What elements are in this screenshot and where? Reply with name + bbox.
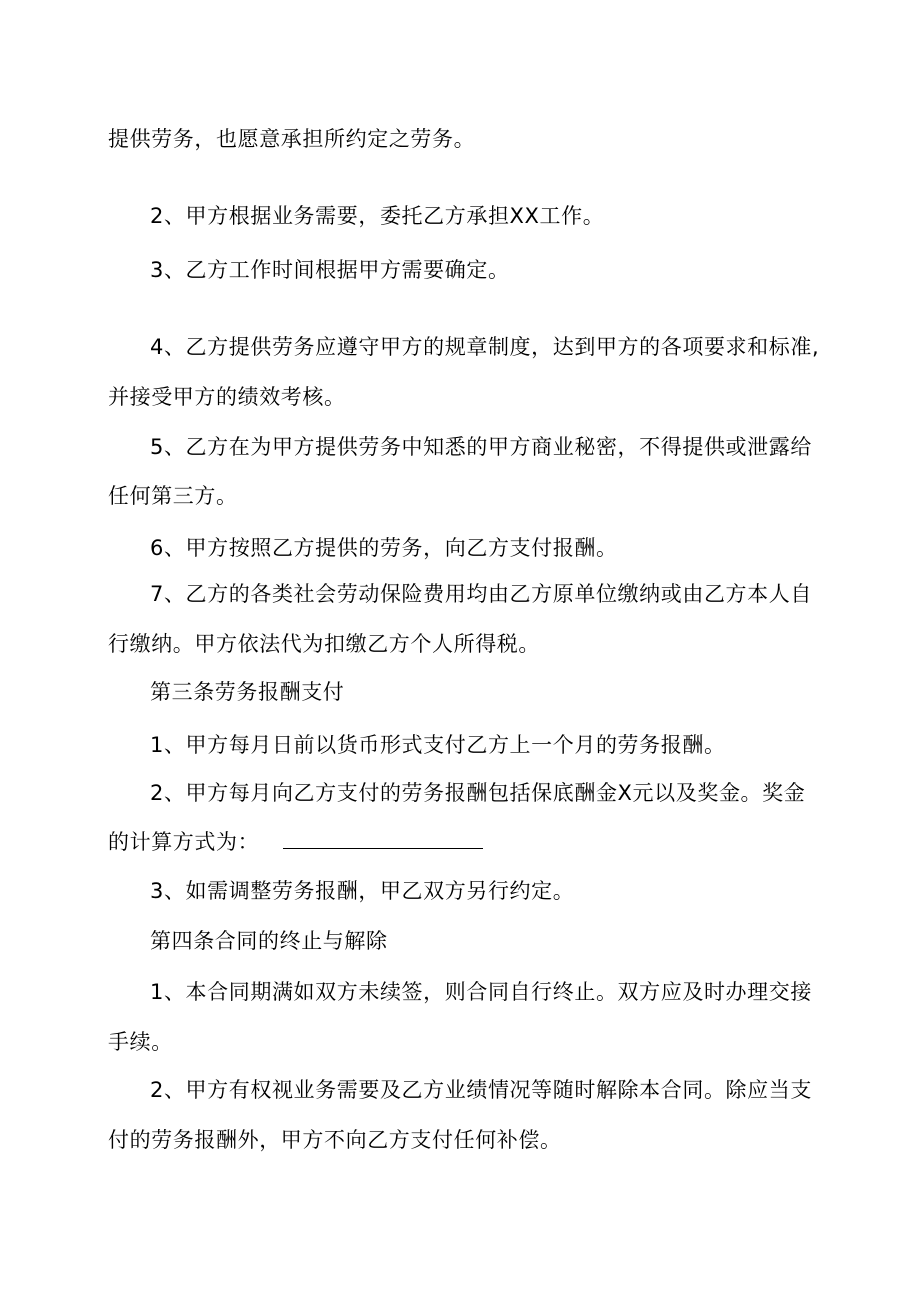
text-line: 7、乙方的各类社会劳动保险费用均由乙方原单位缴纳或由乙方本人自 — [150, 582, 812, 606]
text-line: 2、甲方有权视业务需要及乙方业绩情况等随时解除本合同。除应当支 — [150, 1078, 812, 1102]
text-line-with-blank — [108, 828, 483, 856]
text-line: 任何第三方。 — [108, 484, 238, 508]
text-line: 5、乙方在为甲方提供劳务中知悉的甲方商业秘密，不得提供或泄露给 — [150, 435, 812, 459]
text-line: 4、乙方提供劳务应遵守甲方的规章制度，达到甲方的各项要求和标准, — [150, 335, 820, 359]
text-line: 并接受甲方的绩效考核。 — [108, 385, 346, 409]
text-line: 3、乙方工作时间根据甲方需要确定。 — [150, 258, 510, 282]
text-line: 1、本合同期满如双方未续签，则合同自行终止。双方应及时办理交接 — [150, 980, 812, 1004]
fill-in-blank — [283, 828, 483, 849]
text-line: 2、甲方每月向乙方支付的劳务报酬包括保底酬金X元以及奖金。奖金 — [150, 781, 806, 805]
text-line: 提供劳务，也愿意承担所约定之劳务。 — [108, 127, 476, 151]
text-line: 手续。 — [108, 1030, 173, 1054]
text-line: 6、甲方按照乙方提供的劳务，向乙方支付报酬。 — [150, 536, 618, 560]
text-line: 的计算方式为： — [108, 830, 260, 854]
text-line: 2、甲方根据业务需要，委托乙方承担XX工作。 — [150, 204, 605, 228]
section-heading: 第三条劳务报酬支付 — [150, 680, 345, 704]
text-line: 付的劳务报酬外，甲方不向乙方支付任何补偿。 — [108, 1128, 562, 1152]
text-line: 行缴纳。甲方依法代为扣缴乙方个人所得税。 — [108, 632, 540, 656]
text-line: 1、甲方每月日前以货币形式支付乙方上一个月的劳务报酬。 — [150, 733, 726, 757]
text-line: 3、如需调整劳务报酬，甲乙双方另行约定。 — [150, 879, 575, 903]
section-heading: 第四条合同的终止与解除 — [150, 929, 388, 953]
